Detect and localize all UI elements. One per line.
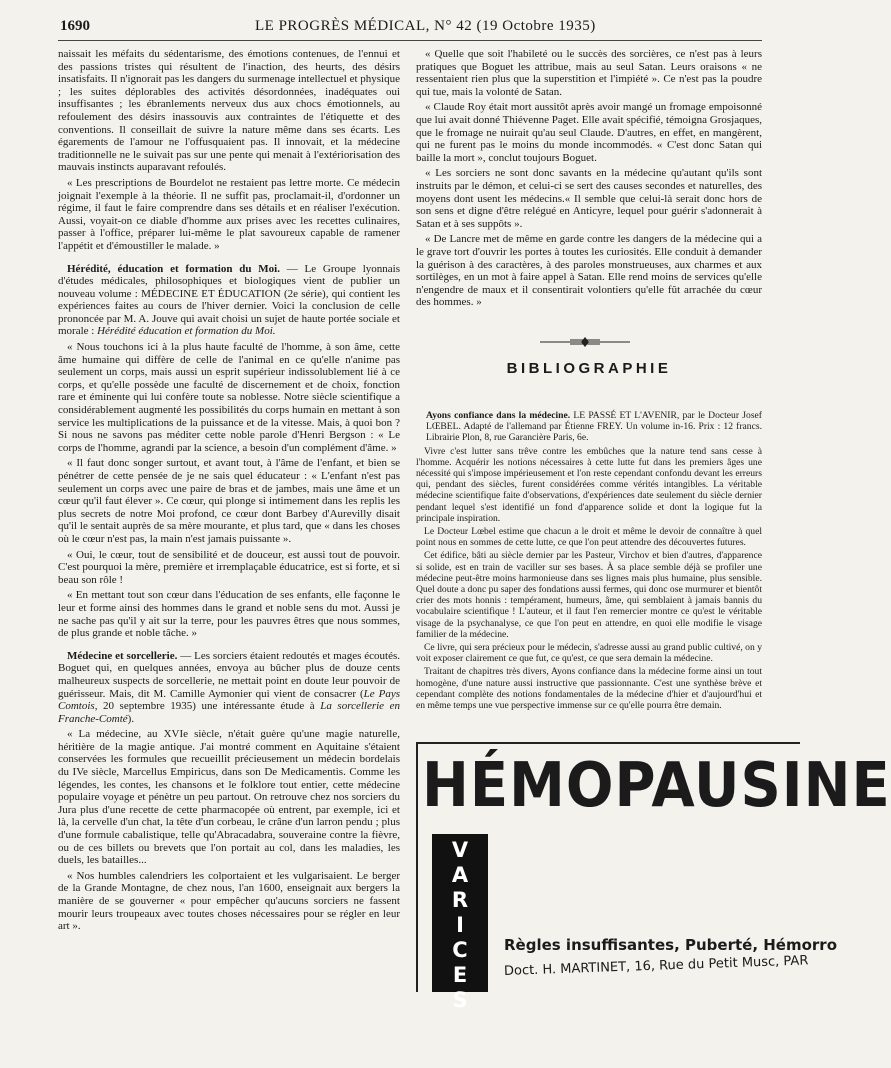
paragraph: « Les prescriptions de Bourdelot ne restaient pas lettre morte. Ce médecin joignait l'exemple à la théorie. Il ne suffit pas, proclamait-il, d'ordonner un régime, il faut le faire comprendre dans ses détails et en réaliser l'exécution. Aussi, voyait-on ce diable d'homme aux prises avec les recettes culinaires, passer à l'office, préparer lui-même le plat savoureux capable de ramener l'appétit et d'émoustiller le malade. » [58, 176, 400, 252]
bibliography-heading: BIBLIOGRAPHIE [506, 360, 672, 377]
section-italic: Le Pays Comtois [58, 687, 400, 713]
header-rule [58, 40, 762, 41]
paragraph: « La médecine, au XVIe siècle, n'était guère qu'une magie naturelle, héritière de la magie antique. J'ai montré comment en Aquitaine s'étaient conservées les formules que recueillit précieusement un médecin bordelais du IVe siècle, Marcellus Empiricus, dans son De Medicamentis. Comme les légendes, les contes, les chansons et le folklore tout entier, cette médecine populaire voyage et pénètre un peu partout. On retrouve chez nos sorciers du Jura plus d'une recette de cette pharmacopée où entrent, par exemple, ici et là, la cervelle d'un chat, la tête d'un corbeau, le crâne d'un larron pendu ; plus d'une formule cabalistique, telle qu'Abracadabra, souveraine contre la fièvre, ou de ces billets ou brevets que l'on portait au col, dans les maladies, les duels, les batailles... [58, 728, 400, 867]
review-paragraph: Cet édifice, bâti au siècle dernier par les Pasteur, Virchov et bien d'autres, d'apparence si solide, est en train de vaciller sur ses bases. À sa place semble déjà se profiler une médecine peut-être moins harmonieuse dans ses lignes mais plus humaine, plus sensible. Quel doute a donc pu saper des fondations aussi fermes, qui donc ose murmurer et bientôt crier des mots honnis : tempérament, humeurs, âme, qui semblaient à jamais bannis du vocabulaire scientifique ! L'auteur, et il faut l'en remercier montre ce qu'est le véritable visage de la psychanalyse, ce que l'on peut en attendre, en quoi elle modifie le visage familier de la médecine. [416, 550, 762, 640]
review-paragraph: Traitant de chapitres très divers, Ayons confiance dans la médecine forme ainsi un tout homogène, d'une nature aussi instructive que passionnante. C'est une synthèse brève et cependant complète des notions fondamentales de la médecine d'hier et d'aujourd'hui et en même temps une vue perspective immense sur ce qu'elle pourra être demain. [416, 666, 762, 712]
paragraph: « Les sorciers ne sont donc savants en la médecine qu'autant qu'ils sont instruits par le démon, et celui-ci se sert des causes secondes et naturelles, des moyens dont usent les médecins.« Il semble que celui-là serait donc hors de son sens et digne d'être relégué en Anticyre, lequel pour guérir s'adonnerait à Satan et à ses suppôts ». [416, 167, 762, 230]
section-title: Hérédité, éducation et formation du Moi. [67, 262, 280, 275]
hemopausine-advertisement [416, 742, 891, 1012]
book-title: Ayons confiance dans la médecine. [426, 410, 571, 421]
paragraph: « Quelle que soit l'habileté ou le succès des sorcières, ce n'est pas à leurs pratiques que Boguet les attribue, mais au seul Satan. Leurs oraisons « ne ressentaient rien plus que la superstition et l'impiété ». Ce n'est pas la poudre qui tue, mais la volonté de Satan. [416, 48, 762, 98]
ad-address: Doct. H. MARTINET, 16, Rue du Petit Musc, PAR [503, 953, 809, 979]
paragraph: « Il faut donc songer surtout, et avant tout, à l'âme de l'enfant, et bien se pénétrer de cette pensée de je ne sais quel éducateur : « L'enfant n'est pas seulement un corps avec une paire de bras et de jambes, mais une âme et un cœur qu'il faut élever ». Ce cœur, qui plonge si intimement dans les replis les plus secrets de notre Moi profond, ce cœur dont Barbey d'Aurevilly disait qu'il le sentait auprès de sa mère mourante, et plus tard, que « dans les choses où le cœur n'est pas, la main n'est jamais puissante ». [58, 457, 400, 545]
paragraph: « Nos humbles calendriers les colportaient et les vulgarisaient. Le berger de la Grande Montagne, de chez nous, l'an 1600, enseignait aux bergers la manière de se gouverner « pour empêcher qu'aucuns sorciers ne fassent mourir leurs troupeaux avec toutes choses nécessaires pour se régler en leur art ». [58, 869, 400, 933]
paragraph: « En mettant tout son cœur dans l'éducation de ses enfants, elle façonne le leur et forme ainsi des hommes dans le grand et noble sens du mot. Aussi je ne sache pas qu'il y ait sur la terre, pour les pauvres êtres que nous sommes, de plus grande et noble tâche. » [58, 589, 400, 640]
section-sorcellerie [58, 650, 400, 726]
left-column [58, 48, 400, 936]
ad-brand-name: HÉMOPAUSINE [422, 750, 891, 822]
book-details: LE PASSÉ ET L'AVENIR, par le Docteur Josef LŒBEL. Adapté de l'allemand par Étienne FREY. Un volume in-16. Prix : 12 francs. Librairie Plon, 8, rue Garancière Paris, 6e. [426, 410, 763, 444]
right-column [416, 48, 762, 312]
ad-letter: R [451, 888, 469, 912]
running-head: LE PROGRÈS MÉDICAL, N° 42 (19 Octobre 1935) [255, 18, 596, 34]
ad-vertical-word [432, 838, 488, 1013]
section-body: , 20 septembre 1935) une intéressante étude à [94, 700, 321, 713]
section-heredite [58, 263, 400, 339]
ad-letter: C [452, 938, 468, 962]
section-body: — Les sorciers étaient redoutés et mages écoutés. Boguet qui, en quelques années, envoya au bûcher plus de douze cents malheureux suspects de sorcellerie, ne mettait point en doute leur pouvoir de guérisseur. Mais, dit M. Camille Aymonier qui vient de consacrer ( [58, 649, 400, 700]
ad-letter: E [452, 963, 468, 987]
ad-letter: V [451, 838, 469, 862]
paragraph: « De Lancre met de même en garde contre les dangers de la médecine qui a le grave tort d'ouvrir les portes à toutes les curiosités. Elle conduit à demander la guérison à des caractères, à des paroles monstrueuses, aux charmes et aux sortilèges, en un mot à faire appel à Satan. Elle rend moins de services qu'elle n'engendre de maux et il consentirait volontiers qu'elle fût arrachée du cœur des hommes. » [416, 233, 762, 309]
ad-letter: A [451, 863, 469, 887]
section-body: ). [127, 712, 135, 725]
section-body: — Le Groupe lyonnais d'études médicales, philosophiques et biologiques vient de publier un nouveau volume : MÉDECINE ET ÉDUCATION (2e série), qui contient les expériences faites au cours de l'hiver dernier. Voici la conclusion de celle prononcée par M. A. Jouve qui avait choisi un sujet de haute portée sociale et morale : [58, 262, 400, 338]
section-title: Médecine et sorcellerie. [67, 649, 178, 662]
paragraph: « Nous touchons ici à la plus haute faculté de l'homme, à son âme, cette âme humaine qui diffère de celle de l'animal en ce qu'elle n'anime pas seulement un corps, mais aussi un esprit supérieur indissolublement lié à ce corps, et qu'elle possède une faculté de discernement et de choix, fonction rare et éminente qui lui confère toute sa noblesse. Notre siècle scientifique a considérablement augmenté les possibilités du corps humain en mettant à son service les multiplications de la puissance et de la vitesse. Mais, à quoi bon ? Si nous ne savons pas méditer cette noble parole d'Henri Bergson : « Le corps de l'homme, agrandi par la science, a besoin d'un complément d'âme. » [58, 341, 400, 454]
section-italic: Hérédité éducation et formation du Moi. [97, 325, 276, 338]
section-italic: La sorcellerie en Franche-Comté [58, 700, 400, 725]
paragraph: « Claude Roy était mort aussitôt après avoir mangé un fromage empoisonné que lui avait donné Thiévenne Paget. Elle avait spécifié, témoigna Grosjaques, que le fromage ne nuirait qu'au seul Claude. D'autres, en effet, en mangèrent, qui ne furent pas le moins du monde incommodés. « C'est donc Satan qui baille la mort », conclut toujours Boguet. [416, 101, 762, 164]
page-number: 1690 [60, 18, 90, 34]
book-entry [416, 410, 762, 444]
review-paragraph: Ce livre, qui sera précieux pour le médecin, s'adresse aussi au grand public cultivé, on y voit exposer clairement ce que fut, ce qu'est, ce que sera demain la médecine. [416, 642, 762, 665]
ad-letter: S [452, 988, 468, 1012]
page-header [60, 18, 760, 38]
ornament-divider [540, 336, 630, 348]
paragraph: naissait les méfaits du sédentarisme, des émotions contenues, de l'ennui et des passions tristes qui résultent de l'inaction, des heurts, des désirs insatisfaits. Il n'ignorait pas les dangers du surmenage intellectuel et physique ; les suites déplorables des activités désordonnées, inadéquates oui insuffisantes ; les ébranlements nerveux dus aux chocs émotionnels, au refoulement des désirs inassouvis aux contraintes de l'étiquette et des conventions. Il conseillait de suivre la nature même dans ses écarts. Les égarements de l'amour ne l'offusquaient pas. Il innovait, et la médecine traditionnelle ne le suivait pas sur une pente qui menait à l'extériorisation des mauvais instincts auparavant refoulés. [58, 48, 400, 174]
review-paragraph: Vivre c'est lutter sans trêve contre les embûches que la nature tend sans cesse à l'homme. Acquérir les notions nécessaires à cette lutte fut dans les premiers âges une nécessité qui s'impose impérieusement et l'on reste cependant confondu devant les erreurs qui, pendant des siècles, furent considérées comme vérités intangibles. La véritable médecine scientifique faite d'observations, d'expériences date seulement du siècle dernier pendant lequel s'est identifié un fond d'apparence solide et dont la logique fut la principale inspiration. [416, 445, 762, 524]
bibliography-review [416, 410, 762, 713]
ad-indications: Règles insuffisantes, Puberté, Hémorro [504, 936, 838, 954]
ad-letter: I [456, 913, 464, 937]
paragraph: « Oui, le cœur, tout de sensibilité et de douceur, est aussi tout de pouvoir. C'est pourquoi la mère, première et irremplaçable éducatrice, est si forte, et si beau son rôle ! [58, 548, 400, 586]
review-paragraph: Le Docteur Lœbel estime que chacun a le droit et même le devoir de connaître à quel point nous en sommes de cette lutte, ce que l'on peut attendre des découvertes futures. [416, 526, 762, 549]
